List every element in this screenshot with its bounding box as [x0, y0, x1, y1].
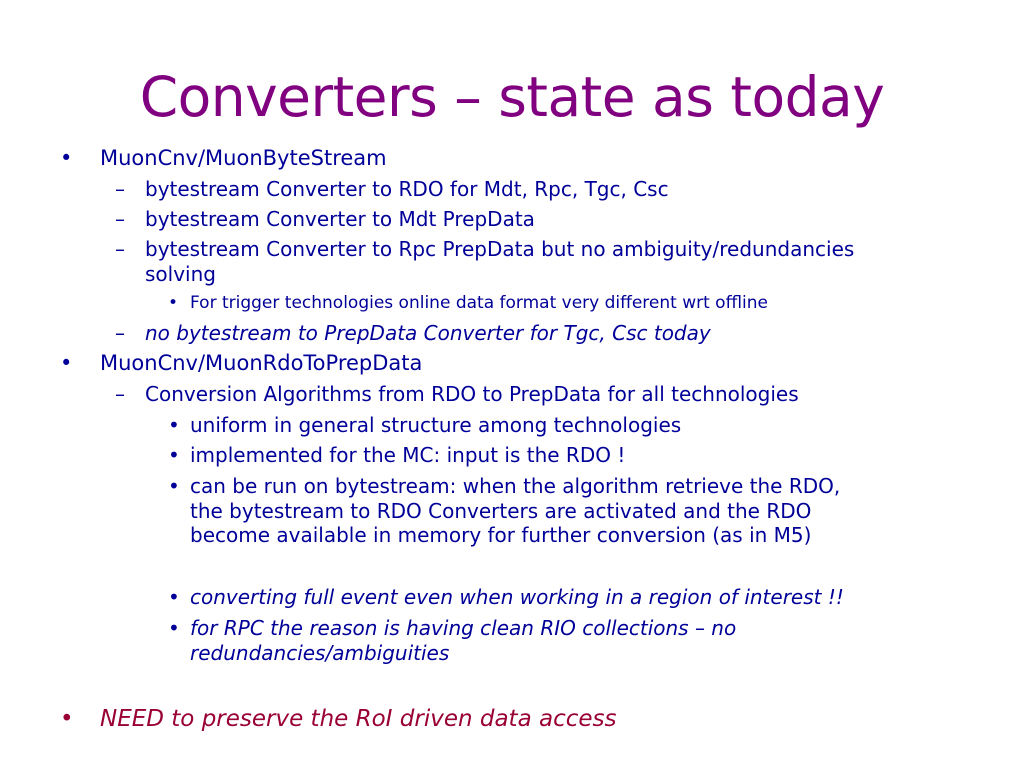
sub-item: [115, 321, 711, 346]
dash-marker: –: [115, 177, 125, 201]
dash-marker: –: [115, 382, 125, 406]
sub-sub-item-text: converting full event even when working in a region of interest !!: [190, 585, 844, 609]
sub-sub-item: [168, 474, 840, 499]
bullet-marker: •: [168, 585, 180, 609]
sub-item-text: Conversion Algorithms from RDO to PrepData for all technologies: [145, 382, 799, 406]
sub-sub-item-continuation: [190, 641, 449, 666]
dash-marker: –: [115, 207, 125, 231]
bullet-marker: •: [168, 443, 180, 467]
sub-item-text: solving: [145, 262, 216, 286]
sub-sub-item-text: can be run on bytestream: when the algorithm retrieve the RDO,: [190, 474, 841, 498]
sub-item-text: bytestream Converter to RDO for Mdt, Rpc, Tgc, Csc: [145, 177, 669, 201]
bullet-text: MuonCnv/MuonRdoToPrepData: [100, 351, 423, 375]
sub-sub-item-text: For trigger technologies online data format very different wrt offline: [190, 293, 768, 313]
dash-marker: –: [115, 321, 125, 345]
sub-sub-item-text: become available in memory for further conversion (as in M5): [190, 523, 812, 547]
sub-sub-item: [168, 616, 736, 641]
bullet-item: [60, 145, 387, 171]
bullet-marker: •: [60, 706, 74, 732]
sub-item: [115, 382, 799, 407]
bullet-marker: •: [168, 293, 179, 313]
sub-sub-item: [168, 413, 681, 438]
sub-item: [115, 207, 535, 232]
sub-item-text: no bytestream to PrepData Converter for Tgc, Csc today: [145, 321, 711, 345]
sub-sub-item-text: implemented for the MC: input is the RDO !: [190, 443, 626, 467]
bullet-item: [60, 350, 422, 376]
bullet-marker: •: [60, 146, 73, 170]
bullet-marker: •: [168, 413, 180, 437]
sub-sub-item-text: uniform in general structure among technologies: [190, 413, 682, 437]
sub-item: [115, 237, 854, 262]
bullet-text: MuonCnv/MuonByteStream: [100, 146, 387, 170]
sub-item: [115, 177, 669, 202]
bullet-marker: •: [60, 351, 73, 375]
sub-item-text: bytestream Converter to Mdt PrepData: [145, 207, 535, 231]
slide-title: Converters – state as today: [139, 65, 885, 129]
bullet-item: [60, 705, 616, 733]
bullet-marker: •: [168, 616, 180, 640]
sub-sub-item-continuation: [190, 523, 811, 548]
bullet-text: NEED to preserve the RoI driven data access: [100, 706, 617, 732]
sub-item-continuation: [145, 262, 216, 287]
sub-sub-item-text: redundancies/ambiguities: [190, 641, 450, 665]
dash-marker: –: [115, 237, 125, 261]
sub-sub-item: [168, 292, 768, 314]
sub-sub-item-continuation: [190, 499, 811, 524]
sub-sub-item-text: the bytestream to RDO Converters are activated and the RDO: [190, 499, 812, 523]
sub-sub-item-text: for RPC the reason is having clean RIO collections – no: [190, 616, 737, 640]
sub-sub-item: [168, 443, 625, 468]
bullet-marker: •: [168, 474, 180, 498]
sub-sub-item: [168, 585, 844, 610]
sub-item-text: bytestream Converter to Rpc PrepData but no ambiguity/redundancies: [145, 237, 855, 261]
